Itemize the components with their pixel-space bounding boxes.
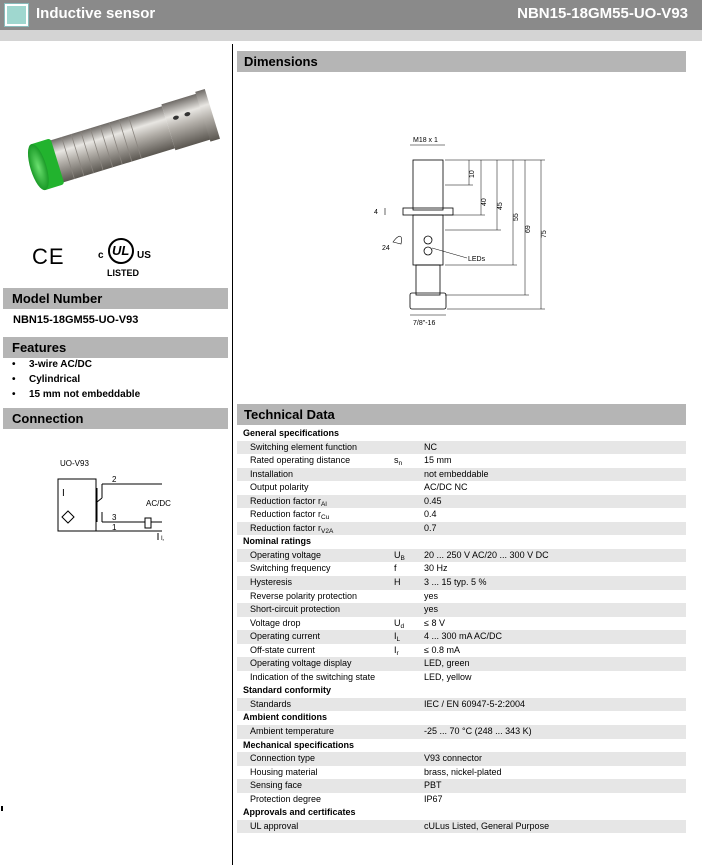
header-subbar: [0, 30, 702, 41]
tech-row-value: LED, green: [424, 658, 470, 669]
brand-logo-icon: [4, 3, 29, 27]
tech-data-row: [237, 617, 686, 631]
tech-data-row: [237, 603, 686, 617]
tech-row-label: Voltage drop: [250, 617, 301, 628]
tech-row-value: AC/DC NC: [424, 482, 468, 493]
thread-label: M18 x 1: [413, 137, 438, 144]
tech-row-label: Connection type: [250, 753, 316, 764]
tech-row-value: 3 ... 15 typ. 5 %: [424, 577, 487, 588]
tech-row-symbol-main: f: [394, 563, 397, 574]
wrench-size-label: 24: [382, 245, 390, 252]
tech-row-label: Reduction factor $r_{Cu}$: [250, 509, 330, 522]
tech-row-symbol-subscript: B: [400, 554, 405, 562]
tech-row-value: 15 mm: [424, 455, 452, 466]
tech-category-row: [237, 739, 686, 753]
tech-row-label: Reduction factor $r_{V2A}$: [250, 522, 334, 535]
tech-data-row: [237, 522, 686, 536]
tech-row-value: NC: [424, 441, 437, 452]
tech-row-label: Reverse polarity protection: [250, 590, 358, 601]
tech-row-value: yes: [424, 590, 439, 601]
tech-row-value: V93 connector: [424, 753, 483, 764]
tech-data-row: [237, 644, 686, 658]
tech-category-row: [237, 684, 686, 698]
ul-listed-icon: c UL US LISTED: [98, 238, 158, 282]
tech-data-row: [237, 454, 686, 468]
features-heading: Features: [3, 337, 228, 358]
tech-row-label: Rated operating distance: [250, 455, 351, 466]
tech-row-value: -25 ... 70 °C (248 ... 343 K): [424, 726, 532, 737]
tech-row-label: Indication of the switching state: [250, 671, 376, 682]
dim-10: 10: [469, 170, 476, 178]
tech-row-value: yes: [424, 604, 439, 615]
tech-row-symbol-main: U: [394, 549, 401, 560]
tech-row-value: 20 ... 250 V AC/20 ... 300 V DC: [424, 549, 549, 560]
leds-label: LEDs: [468, 256, 486, 263]
tech-category-row: [237, 427, 686, 441]
technical-data-heading: Technical Data: [237, 404, 686, 425]
tech-category-row: [237, 711, 686, 725]
column-divider: [232, 44, 233, 865]
pin-label-1: 1: [112, 523, 117, 532]
tech-row-label: Off-state current: [250, 644, 315, 655]
tech-category-row: [237, 806, 686, 820]
tech-row-symbol-main: H: [394, 577, 401, 588]
tech-data-row: [237, 508, 686, 522]
tech-data-row: [237, 562, 686, 576]
tech-row-label: Installation: [250, 468, 294, 479]
tech-row-value: not embeddable: [424, 468, 489, 479]
tech-row-label: Housing material: [250, 766, 318, 777]
tech-data-row: [237, 590, 686, 604]
off-state-current-label: Ir: [161, 536, 165, 542]
tech-data-row: [237, 779, 686, 793]
tech-row-value: PBT: [424, 780, 442, 791]
tech-data-row: [237, 698, 686, 712]
feature-item: • 3-wire AC/DC: [12, 358, 140, 373]
tech-row-label: Switching frequency: [250, 563, 331, 574]
dim-55: 55: [513, 213, 520, 221]
feature-item: • 15 mm not embeddable: [12, 388, 140, 403]
connection-diagram-label: UO-V93: [60, 459, 89, 468]
tech-row-symbol-subscript: r: [396, 649, 399, 657]
tech-data-row: [237, 481, 686, 495]
supply-label: AC/DC: [146, 499, 171, 508]
tech-row-label: Reduction factor $r_{Al}$: [250, 495, 327, 508]
tech-data-row: [237, 441, 686, 455]
tech-data-row: [237, 549, 686, 563]
tech-row-label: Operating voltage: [250, 549, 322, 560]
tech-row-label: Switching element function: [250, 441, 358, 452]
tech-row-label: Standards: [250, 698, 292, 709]
tech-data-row: [237, 630, 686, 644]
tech-row-symbol-main: I: [394, 644, 397, 655]
tech-row-symbol-subscript: n: [398, 460, 403, 468]
connection-diagram: [40, 452, 180, 547]
model-number-heading: Model Number: [3, 288, 228, 309]
tech-row-symbol-main: U: [394, 617, 401, 628]
tech-row-value: cULus Listed, General Purpose: [424, 820, 550, 831]
tech-row-label: Protection degree: [250, 793, 322, 804]
dim-69: 69: [525, 225, 532, 233]
tech-row-symbol-main: s: [394, 455, 399, 466]
dim-75: 75: [541, 230, 548, 238]
tech-row-value: 0.7: [424, 522, 437, 533]
tech-data-row: [237, 657, 686, 671]
tech-row-label: Sensing face: [250, 780, 303, 791]
tech-row-symbol-main: I: [394, 631, 397, 642]
tech-row-label: Output polarity: [250, 482, 309, 493]
product-photo: [20, 85, 225, 195]
tech-row-label: UL approval: [250, 820, 299, 831]
tech-row-value: ≤ 0.8 mA: [424, 644, 460, 655]
tech-data-row: [237, 752, 686, 766]
dimensions-drawing: [365, 130, 555, 330]
tech-row-value: 0.45: [424, 495, 442, 506]
tech-row-value: ≤ 8 V: [424, 617, 445, 628]
tech-row-label: Operating voltage display: [250, 658, 352, 669]
tech-row-label-subscript: Al: [321, 500, 327, 508]
tech-row-label: General specifications: [243, 428, 340, 438]
header-model-number: NBN15-18GM55-UO-V93: [517, 5, 688, 22]
dim-45: 45: [497, 202, 504, 210]
tech-row-label: Ambient conditions: [243, 712, 327, 723]
feature-item: • Cylindrical: [12, 373, 140, 388]
tech-row-label: Mechanical specifications: [243, 739, 355, 750]
tech-data-row: [237, 468, 686, 482]
tech-category-row: [237, 535, 686, 549]
model-number-value: NBN15-18GM55-UO-V93: [13, 314, 139, 326]
connection-heading: Connection: [3, 408, 228, 429]
page-title: Inductive sensor: [36, 5, 156, 22]
tech-data-row: [237, 671, 686, 685]
tech-row-value: 4 ... 300 mA AC/DC: [424, 631, 503, 642]
tech-row-label-subscript: Cu: [321, 514, 330, 522]
ce-mark-icon: CE: [32, 244, 65, 269]
tech-data-row: [237, 576, 686, 590]
tech-row-value: 0.4: [424, 509, 437, 520]
tech-row-label: Approvals and certificates: [243, 807, 356, 818]
tech-row-symbol-subscript: L: [396, 636, 401, 644]
tech-row-label: Standard conformity: [243, 685, 332, 696]
tech-row-label: Ambient temperature: [250, 726, 335, 737]
nut-thickness-label: 4: [374, 209, 378, 216]
tech-data-row: [237, 725, 686, 739]
pin-label-3: 3: [112, 513, 117, 522]
tech-row-label: Short-circuit protection: [250, 604, 341, 615]
tech-data-row: [237, 766, 686, 780]
tech-row-symbol-subscript: d: [400, 622, 405, 630]
dimensions-heading: Dimensions: [237, 51, 686, 72]
bottom-thread-label: 7/8"-16: [413, 320, 436, 327]
tech-data-row: [237, 793, 686, 807]
tech-data-row: [237, 820, 686, 834]
sensor-symbol: I: [62, 488, 65, 499]
page-mark: [1, 806, 3, 811]
tech-row-label: Nominal ratings: [243, 536, 312, 547]
pin-label-2: 2: [112, 475, 117, 484]
technical-data-table: [237, 427, 686, 833]
tech-row-label: Hysteresis: [250, 577, 293, 588]
tech-row-value: brass, nickel-plated: [424, 766, 502, 777]
features-list: [12, 358, 140, 403]
dim-40: 40: [481, 198, 488, 206]
tech-row-label-subscript: V2A: [321, 527, 334, 535]
tech-data-row: [237, 495, 686, 509]
certification-logos: [30, 238, 170, 282]
tech-row-value: 30 Hz: [424, 563, 448, 574]
tech-row-value: IEC / EN 60947-5-2:2004: [424, 698, 526, 709]
tech-row-label: Operating current: [250, 631, 321, 642]
tech-row-value: LED, yellow: [424, 671, 472, 682]
header-bar: [0, 0, 702, 30]
tech-row-value: IP67: [424, 793, 443, 804]
